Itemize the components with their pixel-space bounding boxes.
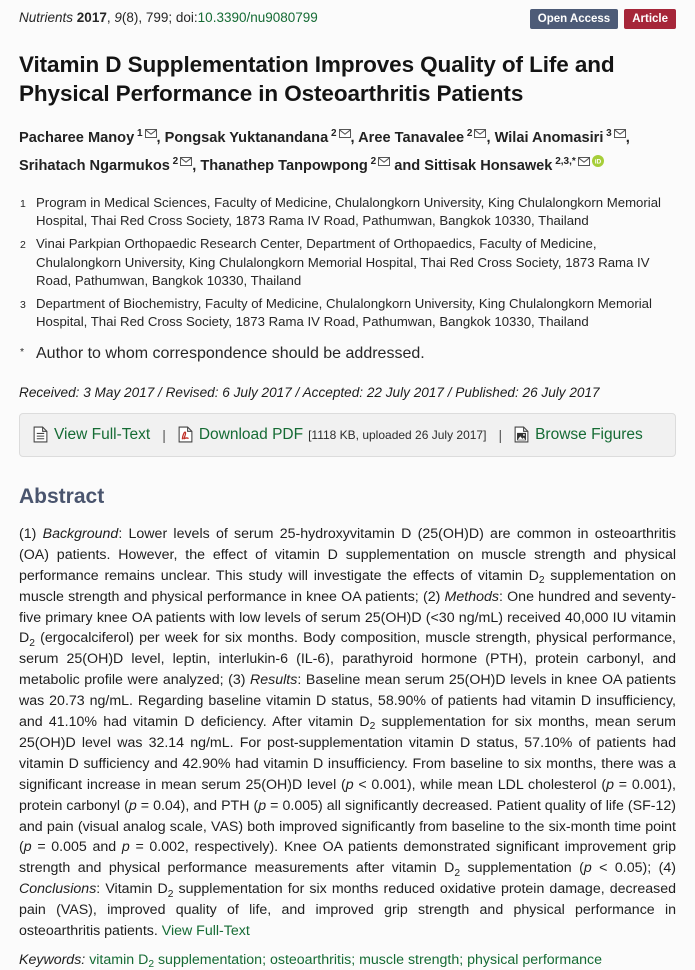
author [424,155,604,174]
download-pdf-link[interactable] [178,426,303,444]
subscript: 2 [454,867,461,879]
keywords-line [19,950,676,970]
correspondence-note [19,345,676,363]
affiliation-text: Vinai Parkpian Orthopaedic Research Center, Department of Orthopaedics, Faculty of Medicine, Chulalongkorn University, King Chulalongkorn Memorial Hospital, Thai Red Cross Society, 1873 Rama IV Road, Pathumwan, Bangkok 10330, Thailand [36,235,650,289]
author-name: Wilai Anomasiri [494,129,604,146]
abstract-heading: Abstract [19,484,105,508]
article-title: Vitamin D Supplementation Improves Quality of Life and Physical Performance in Osteoarthritis Patients [19,52,615,106]
correspondence-text: Author to whom correspondence should be addressed. [36,344,425,362]
affiliation-item [19,295,676,332]
keyword-link[interactable]: physical performance [467,952,602,968]
author-separator: , [192,157,201,174]
keyword-link[interactable]: muscle strength [359,952,460,968]
keyword-link[interactable]: osteoarthritis [269,952,352,968]
email-envelope-icon[interactable] [339,123,351,146]
author-name: Pacharee Manoy [19,129,135,146]
browse-figures-link[interactable] [514,426,643,444]
author-separator: , [486,129,495,146]
affiliation-number: 1 [20,197,26,210]
author [165,130,351,146]
author-separator: , [156,129,165,146]
affiliation-item [19,235,676,291]
subscript: 2 [148,959,155,970]
author-affiliation-sup: 3 [603,128,612,139]
pdf-file-info: [1118 KB, uploaded 26 July 2017] [308,427,487,442]
header-bar [19,9,676,29]
keywords-links [89,952,602,968]
email-envelope-icon[interactable] [378,151,390,174]
author-affiliation-sup: 2,3,* [552,155,576,167]
affiliations-list [19,194,676,332]
affiliation-item [19,194,676,231]
badges [530,9,676,29]
author-name: Srihatach Ngarmukos [19,157,170,174]
author-name: Pongsak Yuktanandana [164,129,329,146]
orcid-icon[interactable] [592,152,604,175]
author-name: Thanathep Tanpowpong [200,157,368,174]
authors-line [19,122,676,178]
correspondence-marker: * [20,345,25,358]
toolbar-separator: | [162,426,166,443]
pdf-icon [178,426,193,443]
dates-line: Received: 3 May 2017 / Revised: 6 July 2017 / Accepted: 22 July 2017 / Published: 26 July 2017 [19,384,600,400]
article-toolbar [19,413,676,457]
author-affiliation-sup: 2 [464,128,473,139]
author-separator: , [625,129,630,146]
affiliation-number: 3 [20,298,26,311]
author [358,130,486,146]
email-envelope-icon[interactable] [180,151,192,174]
affiliation-number: 2 [20,238,26,251]
document-icon [33,426,48,443]
browse-figures-label: Browse Figures [535,425,643,443]
journal-citation: Nutrients 2017, 9(8), 799; doi:10.3390/nu9080799 [19,10,318,25]
article-badge: Article [624,9,676,29]
author-affiliation-sup: 2 [169,155,179,167]
author [200,155,390,174]
author [19,130,157,146]
keywords-label: Keywords: [19,952,86,968]
text-link[interactable]: 10.3390/nu9080799 [197,10,318,25]
view-fulltext-label: View Full-Text [54,425,151,443]
text-link[interactable]: View Full-Text [161,923,250,940]
toolbar-separator: | [498,426,503,443]
author-name: Sittisak Honsawek [424,157,553,174]
svg-text:iD: iD [594,158,602,166]
author-affiliation-sup: 1 [134,128,143,139]
email-envelope-icon[interactable] [145,123,157,146]
author [19,155,192,174]
affiliation-text: Department of Biochemistry, Faculty of Medicine, Chulalongkorn University, King Chulalongkorn Memorial Hospital, Thai Red Cross Society, 1873 Rama IV Road, Pathumwan, Bangkok 10330, Thailand [36,295,652,330]
subscript: 2 [369,721,376,733]
subscript: 2 [167,888,174,900]
subscript: 2 [29,637,35,649]
subscript: 2 [538,575,545,587]
author-affiliation-sup: 2 [328,128,337,139]
keyword-separator: ; [351,952,360,968]
email-envelope-icon[interactable] [578,151,590,174]
email-envelope-icon[interactable] [474,123,486,146]
author-affiliation-sup: 2 [367,155,377,167]
image-icon [514,426,529,443]
download-pdf-label: Download PDF [198,425,304,443]
view-fulltext-link[interactable] [33,426,150,444]
email-envelope-icon[interactable] [614,123,626,146]
keyword-link[interactable]: vitamin $D_2$ supplementation [89,952,263,970]
author [495,130,626,146]
author-name: Aree Tanavalee [358,129,465,146]
keyword-separator: ; [262,952,270,968]
author-separator: , [350,129,359,146]
open-access-badge: Open Access [530,9,618,29]
keyword-separator: ; [459,952,468,968]
affiliation-text: Program in Medical Sciences, Faculty of Medicine, Chulalongkorn University, King Chulalongkorn Memorial Hospital, Thai Red Cross Society, 1873 Rama IV Road, Pathumwan, Bangkok 10330, Thailand [36,194,661,229]
abstract-text: (1) Background: Lower levels of serum 25-hydroxyvitamin D (25(OH)D) are common in osteoarthritis (OA) patients. However, the effect of vitamin D supplementation on muscle strength and physical performance remains unclear. This study will investigate the effects of vitamin $D_2$ supplementation on muscle strength and physical performance in knee OA patients; (2) Methods: One hundred and seventy-five primary knee OA patients with low levels of serum 25(OH)D (<30 ng/mL) received 40,000 IU vitamin $D_2$ (ergocalciferol) per week for six months. Body composition, muscle strength, physical performance, serum 25(OH)D level, leptin, interlukin-6 (IL-6), parathyroid hormone (PTH), protein carbonyl, and metabolic profile were analyzed; (3) Results: Baseline mean serum 25(OH)D levels in knee OA patients was 20.73 ng/mL. Regarding baseline vitamin D status, 58.90% of patients had vitamin D insufficiency, and 41.10% had vitamin D deficiency. After vitamin $D_2$ supplementation for six months, mean serum 25(OH)D level was 32.14 ng/mL. For post-supplementation vitamin D status, 57.10% of patients had vitamin D sufficiency and 42.90% had vitamin D insufficiency. From baseline to six months, there was a significant increase in mean serum 25(OH)D level (p < 0.001), while mean LDL cholesterol (p = 0.001), protein carbonyl (p = 0.04), and PTH (p = 0.005) all significantly decreased. Patient quality of life (SF-12) and pain (visual analog scale, VAS) both improved significantly from baseline to the six-month time point (p = 0.005 and p = 0.002, respectively). Knee OA patients demonstrated significant improvement grip strength and physical performance measurements after vitamin $D_2$ supplementation (p < 0.05); (4) Conclusions: Vitamin $D_2$ supplementation for six months reduced oxidative protein damage, decreased pain (VAS), improved quality of life, and improved grip strength and physical performance in osteoarthritis patients. View Full-Text [19,525,677,940]
author-separator: and [390,157,425,174]
